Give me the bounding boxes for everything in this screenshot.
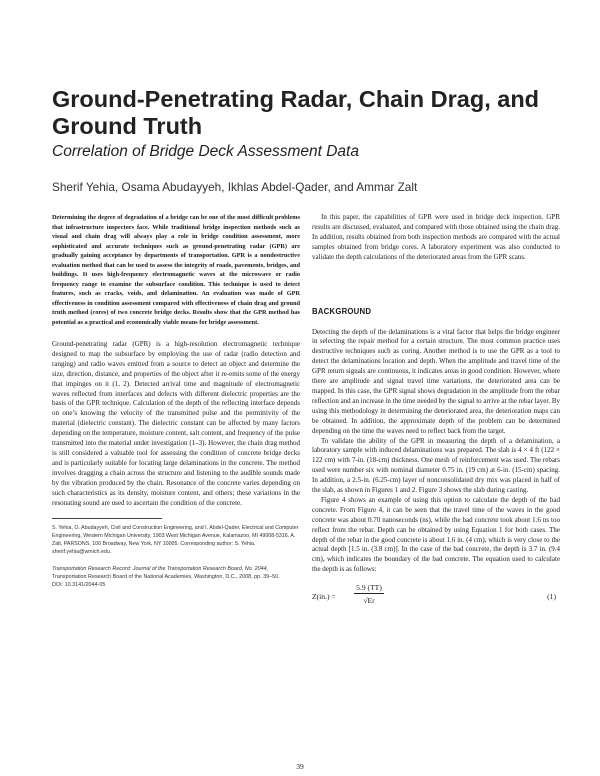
citation-journal: Transportation Research Record: Journal of the Transportation Research Board, No. 2044, bbox=[52, 566, 269, 573]
intro-paragraph: Ground-penetrating radar (GPR) is a high-resolution electromagnetic technique designed to map the subsurface by employing the use of radar (radio detection and ranging) and radio waves emitted from a source to detect an object and determine the size, direction, distance, and properties of the object after it re-emits some of the energy that impinges on it (1, 2). Detected arrival time and magnitude of electromagnetic waves reflected from interfaces and defects with different dielectric properties are the basis of the GPR technique. Calculation of the depth of the reflecting interface depends on one’s knowing the velocity of the transmitted pulse and the permittivity of the material (dielectric constant). The dielectric constant can be affected by many factors depending on the temperature, moisture content, salt content, and frequency of the pulse transmitted into the material under investigation (1–3). However, the chain drag method is still considered a valuable tool for assessing the condition of concrete bridge decks and is particularly suitable for locating large delaminations in the concrete. The method involves dragging a chain across the structure and listening to the audible sounds made by the vibration produced by the chain. Resonance of the concrete varies depending on such characteristics as its density, moisture content, and others; these variations in the resonating sound are used to ascertain the condition of the concrete. bbox=[52, 340, 300, 507]
article-subtitle: Correlation of Bridge Deck Assessment Data bbox=[52, 143, 359, 160]
equation-fraction bbox=[354, 583, 384, 605]
right-column bbox=[312, 213, 560, 613]
abstract: Determining the degree of degradation of a bridge can be one of the most difficult problems that infrastructure inspectors face. While traditional bridge inspection methods such as visual and chain drag will always play a role in bridge condition assessment, more sophisticated and accurate techniques such as ground-penetrating radar (GPR) are gradually gaining acceptance by departments of transportation. GPR is a nondestructive evaluation method that can be used to assess the integrity of roads, pavements, bridges, and buildings. It uses high-frequency electromagnetic waves at the microwave or radio frequency range to examine the subsurface condition. This technique is used to detect features, such as cracks, voids, and delamination. An evaluation was made of GPR effectiveness in condition assessment compared with effectiveness of chain drag and ground truth method (cores) of two concrete bridge decks. Results show that the GPR method has potential as a practical and economically viable means for bridge assessment. bbox=[52, 214, 300, 326]
doi: DOI: 10.3141/2044-05 bbox=[52, 581, 106, 588]
equation-number: (1) bbox=[547, 592, 556, 602]
body-paragraph-3: To validate the ability of the GPR in measuring the depth of a delamination, a laboratory sample with induced delaminations was prepared. The slab is 4 × 4 ft (122 × 122 cm) with 7-in. (18-cm) thickness. One mesh of reinforcement was used. The rebars used were number six with nominal diameter 0.75 in. (19 cm) at 6-in. (15-cm) spacing. In addition, a 2.5-in. (6.25-cm) layer of nonconsolidated dry mix was placed in half of the slab, as shown in Figures 1 and 2. Figure 3 shows the slab during casting. bbox=[312, 436, 560, 495]
body-paragraph-1: In this paper, the capabilities of GPR were used in bridge deck inspection. GPR results are discussed, evaluated, and compared with those obtained using the chain drag. In addition, results obtained from both inspection methods are compared with the actual samples obtained from bridge cores. A laboratory experiment was also conducted to validate the depth calculations of the deteriorated areas from the GPR scans. bbox=[312, 213, 560, 261]
body-paragraph-4: Figure 4 shows an example of using this option to calculate the depth of the bad concrete. From Figure 4, it can be seen that the travel time of the waves in the good concrete was about 0.70 nanoseconds (ns), while the bad concrete took about 1.6 ns too reflect from the rebar. Depth can be obtained by using Equation 1 for both cases. The depth of the rebar in the good concrete is about 1.6 in. (4 cm), which is very close to the actual depth [1.5 in. (3.8 cm)]. In the case of the bad concrete, the depth is 3.7 in. (9.4 cm), which indicates the boundary of the bad concrete. The equation used to calculate the depth is as follows: bbox=[312, 495, 560, 574]
citation bbox=[52, 566, 300, 590]
equation-1 bbox=[312, 583, 560, 613]
section-heading-background: BACKGROUND bbox=[312, 306, 372, 316]
equation-denominator: √Er bbox=[363, 596, 375, 606]
page-number: 39 bbox=[296, 762, 304, 771]
footnote-rule bbox=[52, 518, 162, 519]
author-affiliations: S. Yehia, O. Abudayyeh, Civil and Construction Engineering, and I. Abdel-Qader, Electrical and Computer Engineering, Western Michigan University, 1903 West Michigan Avenue, Kalamazoo, MI 49008-5316. A. Zalt, PARSONS, 100 Broadway, New York, NY 10005. Corresponding author: S. Yehia, sherif.yehia@wmich.edu. bbox=[52, 525, 299, 556]
equation-numerator: 5.9 (TT) bbox=[354, 583, 384, 594]
article-title: Ground-Penetrating Radar, Chain Drag, and Ground Truth bbox=[52, 86, 540, 139]
body-paragraph-2: Detecting the depth of the delaminations is a vital factor that helps the bridge engineer in selecting the repair method for a certain structure. The most common practice uses destructive techniques such as coring. Another method is to use the GPR as a tool to detect the delaminations location and depth. When the amplitude and travel time of the GPR return signals are continuous, it indicates areas in good condition. However, where there are amplitude and signal travel time variations, the deteriorated area can be mapped. In this case, the GPR signal shows degradation in the amplitude from the rebar reflection and an increase in the time needed by the signal to arrive at the rebar layer. By using this methodology in determining the deteriorated area, the deterioration maps can be obtained. In addition, the approximate depth of the problem can be determined depending on the time the waves need to reflect back from the target. bbox=[312, 327, 561, 435]
author-list: Sherif Yehia, Osama Abudayyeh, Ikhlas Abdel-Qader, and Ammar Zalt bbox=[52, 180, 418, 194]
citation-publisher: Transportation Research Board of the National Academies, Washington, D.C., 2008, pp. 39–50. bbox=[52, 573, 280, 580]
left-column bbox=[52, 213, 300, 590]
equation-lhs: Z(in.) = bbox=[312, 592, 336, 602]
